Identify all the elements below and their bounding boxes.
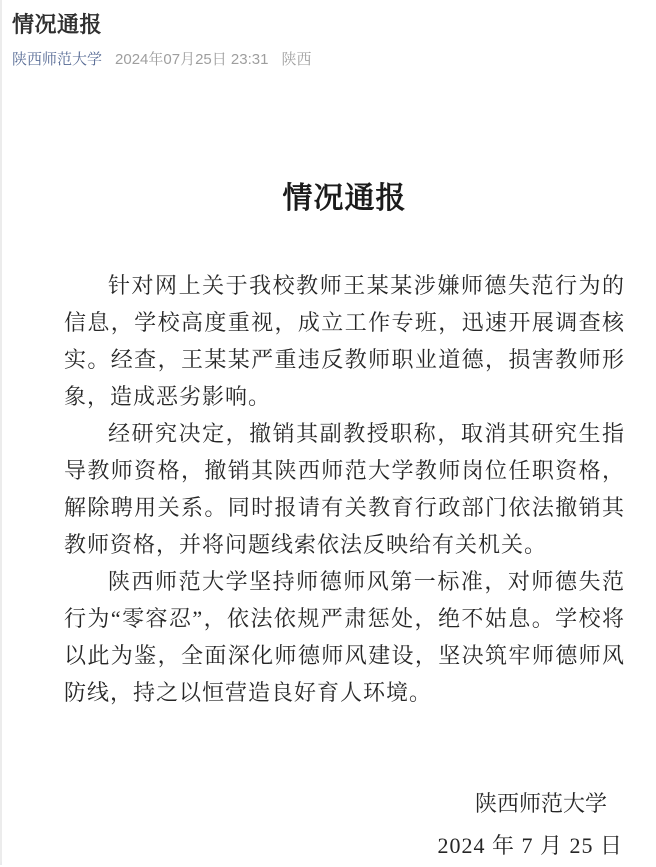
notice-signature: 陕西师范大学 <box>474 791 607 816</box>
article-header <box>2 0 656 69</box>
notice-paragraph: 针对网上关于我校教师王某某涉嫌师德失范行为的信息，学校高度重视，成立工作专班，迅速开展调查核实。经查，王某某严重违反教师职业道德，损害教师形象，造成恶劣影响。 <box>64 273 625 409</box>
notice-body <box>64 267 625 711</box>
notice-image[interactable] <box>2 181 656 867</box>
publish-location: 陕西 <box>281 51 312 68</box>
article-title: 情况通报 <box>12 12 103 37</box>
notice-paragraph: 陕西师范大学坚持师德师风第一标准，对师德失范行为“零容忍”，依法依规严肃惩处，绝不姑息。学校将以此为鉴，全面深化师德师风建设，坚决筑牢师德师风防线，持之以恒营造良好育人环境。 <box>64 569 625 705</box>
byline <box>12 51 640 69</box>
author-link[interactable]: 陕西师范大学 <box>12 51 103 68</box>
notice-signature-block <box>64 783 625 867</box>
notice-title: 情况通报 <box>282 182 407 215</box>
notice-date: 2024 年 7 月 25 日 <box>437 833 623 858</box>
publish-datetime: 2024年07月25日 23:31 <box>115 51 269 68</box>
notice-paragraph: 经研究决定，撤销其副教授职称，取消其研究生指导教师资格，撤销其陕西师范大学教师岗位任职资格，解除聘用关系。同时报请有关教育行政部门依法撤销其教师资格，并将问题线索依法反映给有关机关。 <box>64 421 625 557</box>
